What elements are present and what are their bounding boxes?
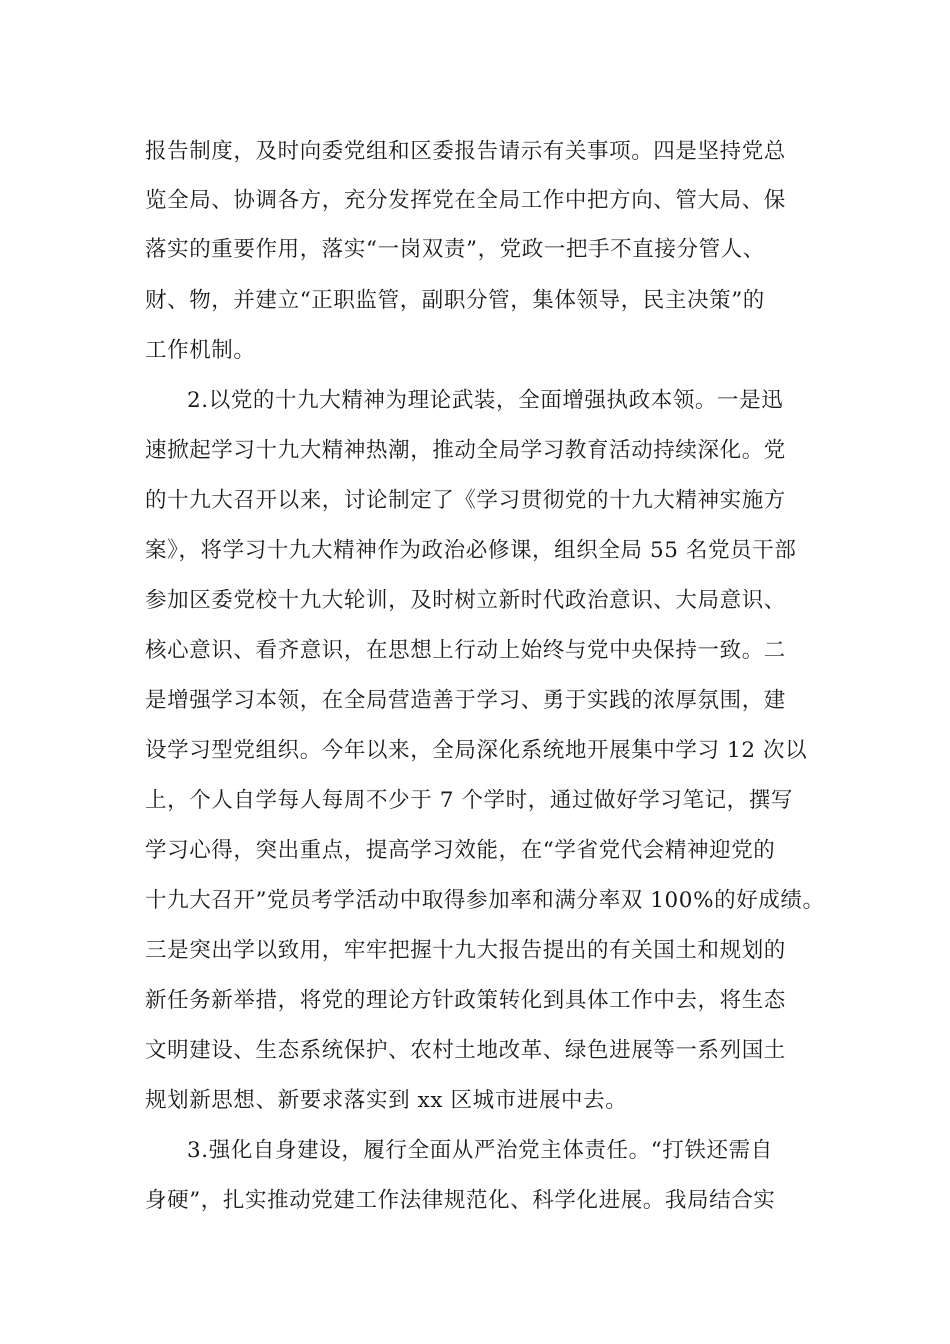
text-line: 案》，将学习十九大精神作为政治必修课，组织全局 55 名党员干部: [145, 538, 797, 563]
text-line: 落实的重要作用，落实“一岗双责”，党政一把手不直接分管人、: [145, 237, 765, 262]
text-line: 工作机制。: [145, 338, 256, 363]
text-line: 设学习型党组织。今年以来，全局深化系统地开展集中学习 12 次以: [145, 738, 808, 763]
text-line: 十九大召开”党员考学活动中取得参加率和满分率双 100%的好成绩。: [145, 888, 825, 913]
text-line: 核心意识、看齐意识，在思想上行动上始终与党中央保持一致。二: [145, 638, 786, 663]
text-line: 览全局、协调各方，充分发挥党在全局工作中把方向、管大局、保: [145, 188, 786, 213]
text-line: 三是突出学以致用，牢牢把握十九大报告提出的有关国土和规划的: [145, 938, 786, 963]
text-line: 规划新思想、新要求落实到 xx 区城市进展中去。: [145, 1088, 628, 1113]
text-line: 文明建设、生态系统保护、农村土地改革、绿色进展等一系列国土: [145, 1038, 786, 1063]
text-line: 财、物，并建立“正职监管，副职分管，集体领导，民主决策”的: [145, 288, 765, 313]
text-line: 上，个人自学每人每周不少于 7 个学时，通过做好学习笔记，撰写: [145, 788, 793, 813]
paragraph-2-first-line: 2.以党的十九大精神为理论武装，全面增强执政本领。一是迅: [187, 388, 784, 413]
text-line: 参加区委党校十九大轮训，及时树立新时代政治意识、大局意识、: [145, 588, 786, 613]
text-line: 身硬”，扎实推动党建工作法律规范化、科学化进展。我局结合实: [145, 1188, 776, 1213]
text-line: 新任务新举措，将党的理论方针政策转化到具体工作中去，将生态: [145, 988, 786, 1013]
text-line: 的十九大召开以来，讨论制定了《学习贯彻党的十九大精神实施方: [145, 488, 786, 513]
paragraph-3-first-line: 3.强化自身建设，履行全面从严治党主体责任。“打铁还需自: [187, 1138, 773, 1163]
text-line: 速掀起学习十九大精神热潮，推动全局学习教育活动持续深化。党: [145, 438, 786, 463]
text-line: 是增强学习本领，在全局营造善于学习、勇于实践的浓厚氛围，建: [145, 688, 786, 713]
text-line: 学习心得，突出重点，提高学习效能，在“学省党代会精神迎党的: [145, 838, 776, 863]
text-line: 报告制度，及时向委党组和区委报告请示有关事项。四是坚持党总: [145, 139, 786, 164]
